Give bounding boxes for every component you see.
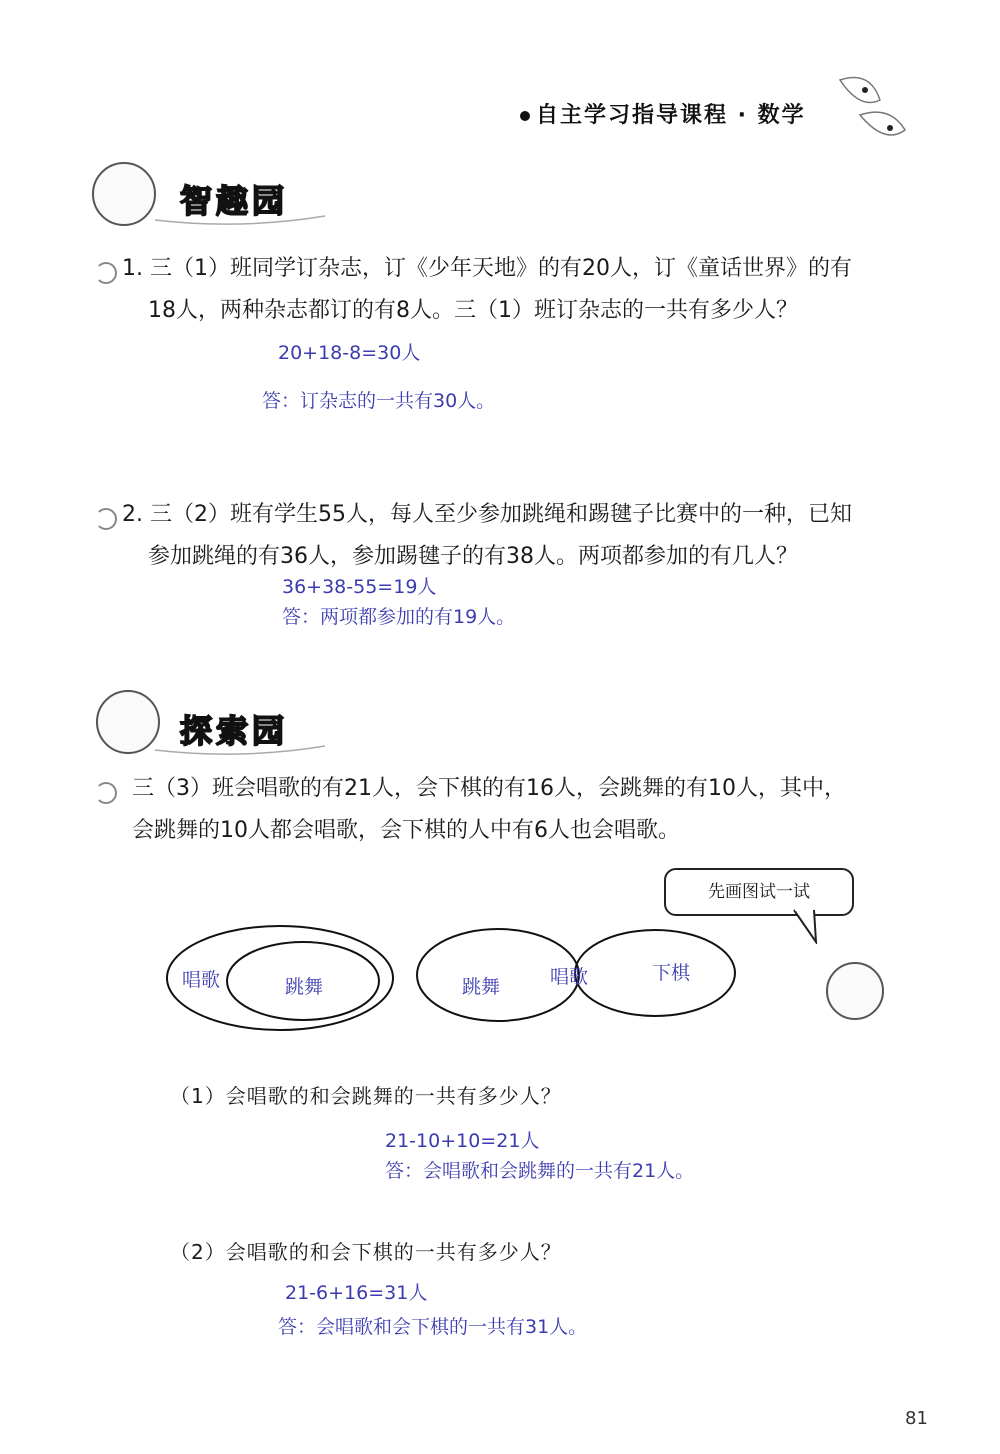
- section-title-tansuo: 探索园: [180, 712, 289, 750]
- question-bullet-icon: [95, 508, 117, 530]
- explore-question-line-2: 会跳舞的10人都会唱歌，会下棋的人中有6人也会唱歌。: [132, 818, 680, 843]
- question-bullet-icon: [95, 262, 117, 284]
- question-1-line-2: 18人，两种杂志都订的有8人。三（1）班订杂志的一共有多少人？: [148, 298, 798, 323]
- venn2-middle-label: 唱歌: [550, 966, 589, 988]
- girl-mascot-icon: [92, 162, 156, 226]
- header-bullet-icon: [520, 111, 530, 121]
- question-1-answer: 答：订杂志的一共有30人。: [262, 390, 496, 412]
- question-bullet-icon: [95, 782, 117, 804]
- sub-question-1: （1）会唱歌的和会跳舞的一共有多少人？: [170, 1084, 562, 1108]
- venn1-inner-label: 跳舞: [285, 976, 324, 998]
- sub-question-1-answer: 答：会唱歌和会跳舞的一共有21人。: [385, 1160, 695, 1182]
- section-underline: [150, 210, 330, 230]
- question-1: [122, 248, 922, 332]
- sub-question-2: （2）会唱歌的和会下棋的一共有多少人？: [170, 1240, 562, 1264]
- venn1-outer-label: 唱歌: [182, 969, 221, 991]
- question-1-formula: 20+18-8=30人: [278, 342, 421, 364]
- sub-question-2-answer: 答：会唱歌和会下棋的一共有31人。: [278, 1316, 588, 1338]
- page-number: 81: [905, 1408, 928, 1429]
- question-2-line-2: 参加跳绳的有36人，参加踢毽子的有38人。两项都参加的有几人？: [148, 544, 798, 569]
- explore-question-line-1: 三（3）班会唱歌的有21人，会下棋的有16人，会跳舞的有10人，其中，: [132, 776, 846, 801]
- sub-question-2-formula: 21-6+16=31人: [285, 1282, 428, 1304]
- page-header-title: [520, 98, 806, 129]
- section-title-zhiqu: 智趣园: [180, 182, 289, 220]
- question-2-formula: 36+38-55=19人: [282, 576, 437, 598]
- explore-question: [132, 768, 932, 852]
- child-mascot-icon: [826, 962, 884, 1020]
- hint-speech-bubble: 先画图试一试: [664, 868, 854, 916]
- question-2-answer: 答：两项都参加的有19人。: [282, 606, 516, 628]
- venn2-left-label: 跳舞: [462, 976, 501, 998]
- header-title-text: 自主学习指导课程 · 数学: [536, 103, 806, 128]
- question-2-line-1: 2. 三（2）班有学生55人，每人至少参加跳绳和踢毽子比赛中的一种，已知: [122, 502, 852, 527]
- question-2: [122, 494, 932, 578]
- sub-question-1-formula: 21-10+10=21人: [385, 1130, 540, 1152]
- question-1-line-1: 1. 三（1）班同学订杂志，订《少年天地》的有20人，订《童话世界》的有: [122, 256, 852, 281]
- section-underline: [150, 740, 330, 760]
- leaf-decoration-icon: [820, 60, 920, 160]
- venn2-right-label: 下棋: [652, 962, 691, 984]
- speech-bubble-tail: [790, 908, 830, 944]
